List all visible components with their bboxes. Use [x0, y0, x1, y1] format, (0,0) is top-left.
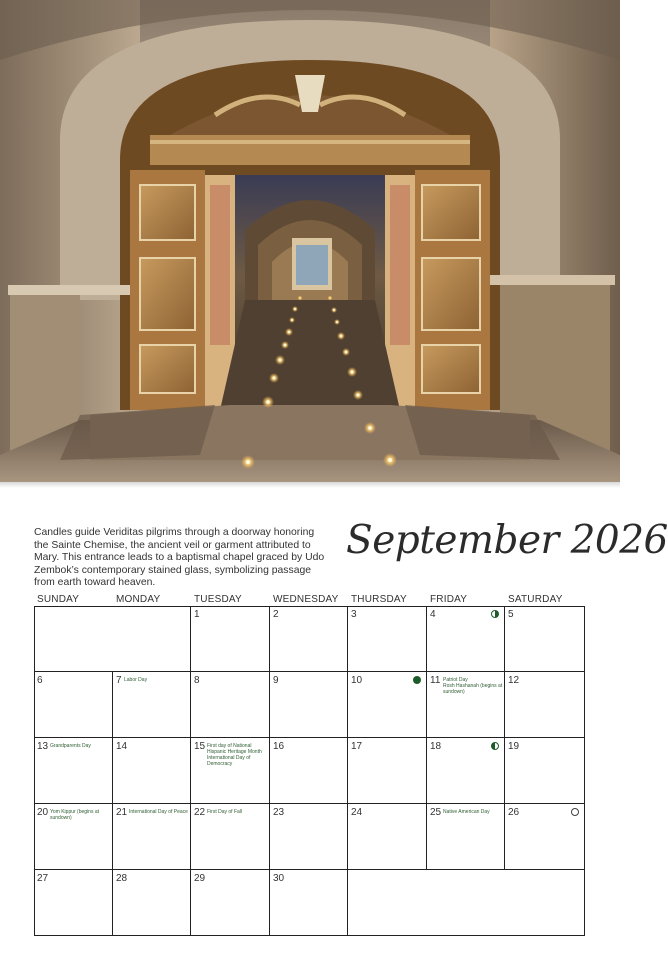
- calendar-day-14: [113, 738, 191, 804]
- calendar-empty-cell: [113, 606, 191, 672]
- day-number: 25: [430, 807, 442, 818]
- photo-caption: Candles guide Veriditas pilgrims through a doorway honoring the Sainte Chemise, the ancient veil or garment attributed to Mary. This entrance leads to a baptismal chapel graced by Udo Zembok’s contemporary stained glass, symbolizing passage from earth toward heaven.: [34, 527, 325, 589]
- day-number: 10: [351, 675, 363, 686]
- day-number: 2: [273, 609, 279, 620]
- day-number: 14: [116, 741, 128, 752]
- calendar-day-3: [348, 606, 427, 672]
- day-number: 4: [430, 609, 436, 620]
- day-number: 29: [194, 873, 206, 884]
- calendar-day-15: [191, 738, 270, 804]
- weekday-monday: MONDAY: [116, 594, 161, 605]
- weekday-sunday: SUNDAY: [37, 594, 80, 605]
- weekday-header-row: [34, 594, 586, 606]
- calendar-day-24: [348, 804, 427, 870]
- calendar-day-30: [270, 870, 348, 936]
- calendar-day-20: [34, 804, 113, 870]
- calendar-day-13: [34, 738, 113, 804]
- day-number: 30: [273, 873, 285, 884]
- photo-divider: [0, 482, 620, 488]
- calendar-day-6: [34, 672, 113, 738]
- holiday-label: Grandparents Day: [50, 743, 91, 749]
- calendar-day-19: [505, 738, 585, 804]
- calendar-day-10: [348, 672, 427, 738]
- holiday-label: Native American Day: [443, 809, 490, 815]
- doorway-candles-photo: [0, 0, 620, 482]
- holiday-label: Yom Kippur (begins at sundown): [50, 809, 100, 821]
- calendar-empty-cell: [34, 606, 113, 672]
- calendar-day-2: [270, 606, 348, 672]
- day-number: 24: [351, 807, 363, 818]
- day-number: 27: [37, 873, 49, 884]
- holiday-label: Labor Day: [124, 677, 148, 683]
- day-number: 18: [430, 741, 442, 752]
- calendar-day-7: [113, 672, 191, 738]
- calendar-day-28: [113, 870, 191, 936]
- day-number: 15: [194, 741, 206, 752]
- moon-phase-first-quarter-icon: [491, 610, 499, 618]
- calendar-day-5: [505, 606, 585, 672]
- day-number: 28: [116, 873, 128, 884]
- weekday-tuesday: TUESDAY: [194, 594, 242, 605]
- day-number: 13: [37, 741, 49, 752]
- day-number: 19: [508, 741, 520, 752]
- day-number: 26: [508, 807, 520, 818]
- calendar-day-17: [348, 738, 427, 804]
- calendar-day-12: [505, 672, 585, 738]
- weekday-saturday: SATURDAY: [508, 594, 563, 605]
- weekday-thursday: THURSDAY: [351, 594, 407, 605]
- day-number: 6: [37, 675, 43, 686]
- calendar-day-21: [113, 804, 191, 870]
- day-number: 12: [508, 675, 520, 686]
- calendar-day-1: [191, 606, 270, 672]
- calendar-day-29: [191, 870, 270, 936]
- calendar-day-26: [505, 804, 585, 870]
- day-number: 21: [116, 807, 128, 818]
- calendar-empty-block: [348, 870, 585, 936]
- day-number: 11: [430, 675, 441, 686]
- calendar-day-23: [270, 804, 348, 870]
- calendar-day-8: [191, 672, 270, 738]
- calendar-grid: [34, 606, 585, 936]
- moon-phase-new-icon: [413, 676, 421, 684]
- weekday-friday: FRIDAY: [430, 594, 468, 605]
- calendar-day-4: [427, 606, 505, 672]
- moon-phase-full-icon: [571, 808, 579, 816]
- day-number: 22: [194, 807, 206, 818]
- day-number: 23: [273, 807, 285, 818]
- month-title: September 2026: [346, 518, 668, 563]
- calendar-photo: [0, 0, 620, 482]
- holiday-label: International Day of Peace: [129, 809, 188, 815]
- calendar-day-22: [191, 804, 270, 870]
- day-number: 7: [116, 675, 122, 686]
- day-number: 3: [351, 609, 357, 620]
- day-number: 9: [273, 675, 279, 686]
- holiday-label: First Day of Fall: [207, 809, 243, 815]
- calendar-day-16: [270, 738, 348, 804]
- holiday-label: First day of National Hispanic Heritage Month International Day of Democracy: [207, 743, 262, 767]
- day-number: 17: [351, 741, 363, 752]
- moon-phase-last-quarter-icon: [491, 742, 499, 750]
- holiday-label: Patriot Day Rosh Hashanah (begins at sundown): [443, 677, 503, 695]
- calendar-day-27: [34, 870, 113, 936]
- day-number: 1: [194, 609, 200, 620]
- day-number: 20: [37, 807, 49, 818]
- weekday-wednesday: WEDNESDAY: [273, 594, 339, 605]
- calendar-day-9: [270, 672, 348, 738]
- calendar-day-11: [427, 672, 505, 738]
- calendar-day-25: [427, 804, 505, 870]
- calendar-day-18: [427, 738, 505, 804]
- day-number: 5: [508, 609, 514, 620]
- day-number: 16: [273, 741, 285, 752]
- day-number: 8: [194, 675, 200, 686]
